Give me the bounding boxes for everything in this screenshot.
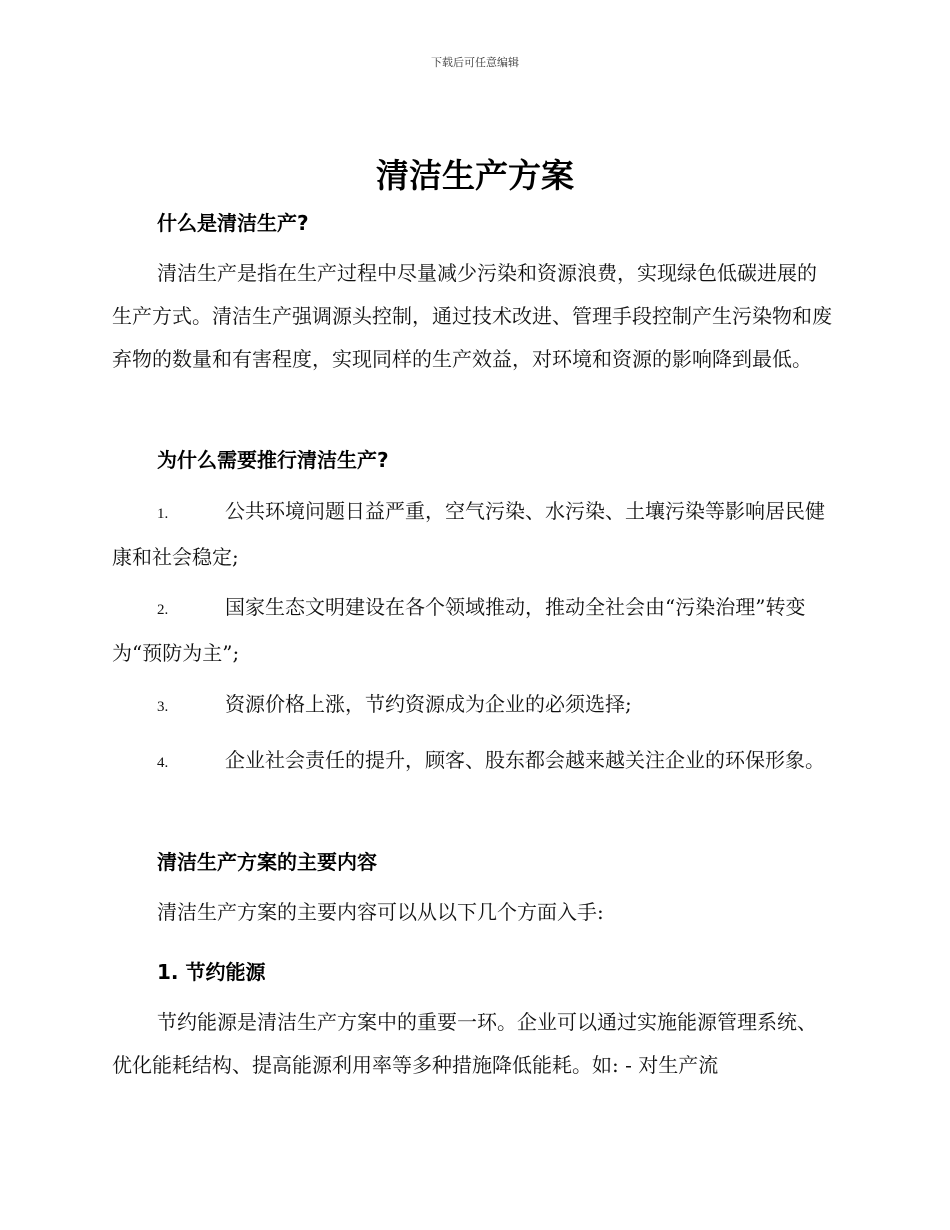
heading-what-is: 什么是清洁生产? — [157, 211, 309, 235]
list-item-text: 国家生态文明建设在各个领域推动，推动全社会由“污染治理”转变为“预防为主”; — [112, 595, 806, 665]
list-item-text: 资源价格上涨，节约资源成为企业的必须选择; — [225, 692, 632, 716]
heading-main-content: 清洁生产方案的主要内容 — [157, 850, 377, 874]
list-item-number: 4. — [157, 755, 169, 771]
list-item-text: 公共环境问题日益严重，空气污染、水污染、土壤污染等影响居民健康和社会稳定; — [112, 499, 825, 569]
list-item — [112, 586, 832, 675]
paragraph-what-is: 清洁生产是指在生产过程中尽量减少污染和资源浪费，实现绿色低碳进展的生产方式。清洁生产强调源头控制，通过技术改进、管理手段控制产生污染物和废弃物的数量和有害程度，实现同样的生产效益，对环境和资源的影响降到最低。 — [112, 261, 832, 371]
list-item-number: 2. — [157, 602, 169, 618]
document-title: 清洁生产方案 — [376, 156, 574, 195]
list-item — [112, 683, 832, 729]
heading-save-energy: 1. 节约能源 — [157, 960, 266, 984]
header-note: 下载后可任意编辑 — [431, 56, 519, 69]
list-item-number: 3. — [157, 699, 169, 715]
paragraph-save-energy: 节约能源是清洁生产方案中的重要一环。企业可以通过实施能源管理系统、优化能耗结构、提高能源利用率等多种措施降低能耗。如: - 对生产流 — [112, 1010, 817, 1077]
list-item-number: 1. — [157, 506, 169, 522]
heading-why: 为什么需要推行清洁生产? — [157, 448, 389, 472]
list-item — [112, 739, 832, 785]
list-item-text: 企业社会责任的提升，顾客、股东都会越来越关注企业的环保形象。 — [225, 748, 825, 772]
list-item — [112, 490, 832, 579]
paragraph-main-content-intro: 清洁生产方案的主要内容可以从以下几个方面入手: — [157, 900, 604, 924]
